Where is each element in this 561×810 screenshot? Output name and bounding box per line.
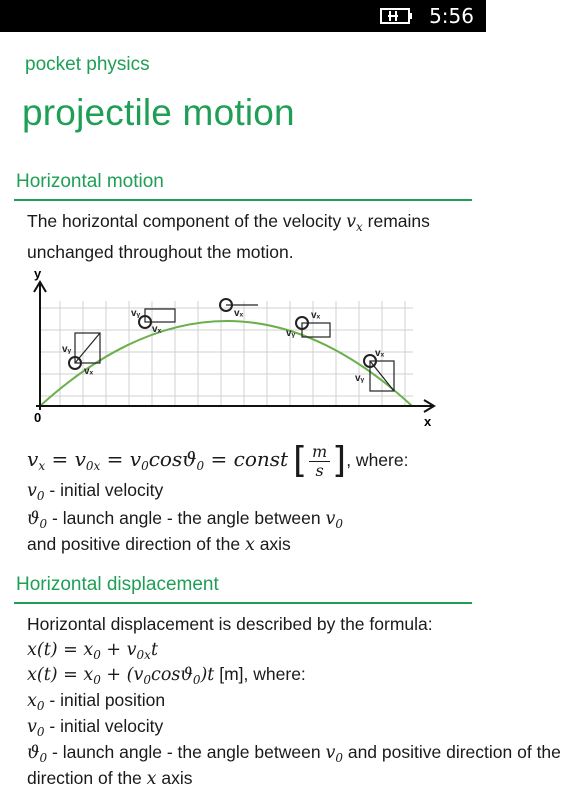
intro-text-a: The horizontal component of the velocity [27,211,342,231]
intro-text-b: remains unchanged throughout the motion. [27,211,430,262]
definition-direction: and positive direction of the x axis [27,534,291,555]
definition-v0: $v_0$ - initial velocity [27,480,164,503]
status-bar [0,0,486,32]
section-divider [14,602,472,604]
definition-x0: $x_0$ - initial position [27,690,166,713]
x-axis-label: x [424,414,432,429]
symbol-vx: $v_x$ [346,212,363,234]
app-title: pocket physics [25,54,150,75]
velocity-vectors [69,299,394,391]
displacement-formula-1: $x(t) = x_0 + v_{0x}t$ [27,640,158,662]
origin-label: 0 [34,410,42,425]
definition-direction-2: direction of the x axis [27,768,193,789]
section-header-horizontal-displacement: Horizontal displacement [16,574,219,595]
diagram-grid [40,301,413,406]
vy-label-2: vᵧ [131,308,141,319]
displacement-intro: Horizontal displacement is described by the formula: [27,614,433,634]
vx-label-2: vₓ [152,324,162,335]
clock: 5:56 [429,4,474,28]
trajectory-diagram [28,266,448,428]
vx-label-1: vₓ [84,366,94,377]
intro-paragraph [27,209,467,265]
vx-label-3: vₓ [234,308,244,319]
y-axis-label: y [34,266,42,281]
page-title: projectile motion [22,92,295,133]
definition-v0-2: $v_0$ - initial velocity [27,716,164,739]
displacement-formula-2: $x(t) = x_0 + (v_0\cos ϑ_0)t$ [m], where: [27,664,306,687]
formula-tail: , where: [346,450,409,470]
vy-label-4: vᵧ [286,328,296,339]
section-header-horizontal-motion: Horizontal motion [16,171,164,192]
vx-label-4: vₓ [311,310,321,321]
battery-charging-icon [380,7,414,25]
definition-launch-angle: $ϑ_0$ - launch angle - the angle between $v_0$ [27,508,343,531]
horizontal-velocity-formula: $v_x = v_{0x} = v_0\cos ϑ_0$ = const [ $\frac{m}{s}$ ], where: [27,440,409,481]
vy-label-5: vᵧ [355,373,365,384]
vy-label-1: vᵧ [62,344,72,355]
definition-launch-angle-2: $ϑ_0$ - launch angle - the angle between $v_0$ and positive direction of the [27,742,561,765]
section-divider [14,199,472,201]
vx-label-5: vₓ [375,348,385,359]
